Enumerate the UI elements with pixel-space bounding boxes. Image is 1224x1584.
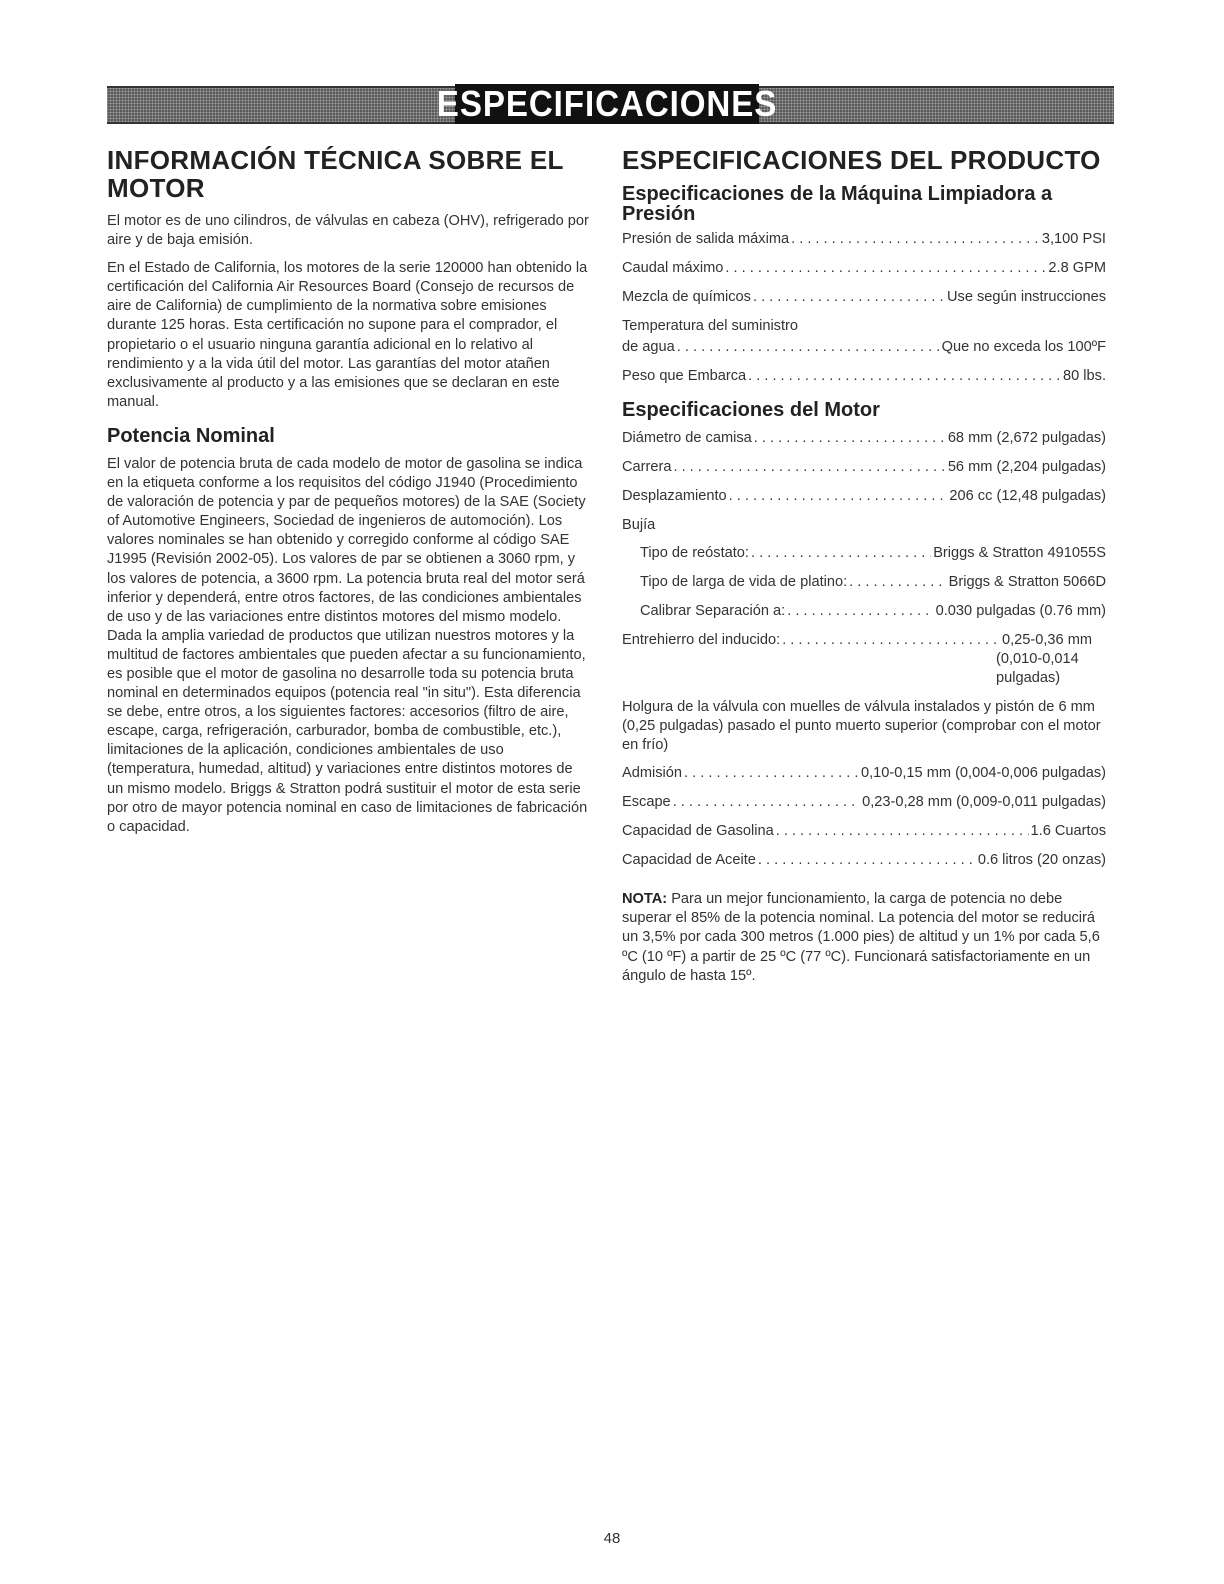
spec-row: de agua . . . Que no exceda los 100ºF	[622, 338, 1106, 357]
spec-row: Desplazamiento . . . 206 cc (12,48 pulgadas)	[622, 487, 1106, 506]
spec-row: Capacidad de Gasolina . . . 1.6 Cuartos	[622, 822, 1106, 841]
water-temp-label: Temperatura del suministro	[622, 318, 799, 334]
product-specs-heading: ESPECIFICACIONES DEL PRODUCTO	[622, 145, 1101, 175]
spec-row: Tipo de larga de vida de platino: . . . Briggs & Stratton 5066D	[622, 573, 1106, 592]
engine-info-heading: INFORMACIÓN TÉCNICA SOBRE EL MOTOR	[107, 145, 564, 203]
spec-row: Caudal máximo . . . 2.8 GPM	[622, 259, 1106, 278]
spec-row: Calibrar Separación a: . . . 0.030 pulgadas (0.76 mm)	[622, 602, 1106, 621]
power-rating-heading: Potencia Nominal	[107, 424, 275, 447]
spec-row: Presión de salida máxima . . . 3,100 PSI	[622, 230, 1106, 249]
right-column	[622, 146, 1106, 995]
spec-row: Escape . . . 0,23-0,28 mm (0,009-0,011 pulgadas)	[622, 793, 1106, 812]
spark-plug-label: Bujía	[622, 517, 656, 533]
spec-row: Mezcla de químicos . . . Use según instrucciones	[622, 288, 1106, 307]
note-label: NOTA:	[622, 891, 668, 908]
page-number: 48	[603, 1530, 621, 1547]
note-paragraph	[622, 890, 1106, 985]
title-banner	[436, 83, 778, 124]
spec-row: Entrehierro del inducido: . . . 0,25-0,36 mm	[622, 631, 1106, 650]
spec-row: Admisión . . . 0,10-0,15 mm (0,004-0,006 pulgadas)	[622, 764, 1106, 783]
spec-row: Capacidad de Aceite . . . 0.6 litros (20 onzas)	[622, 851, 1106, 870]
machine-specs-heading: Especificaciones de la Máquina Limpiadora a Presión	[622, 183, 1053, 225]
california-certification: En el Estado de California, los motores de la serie 120000 han obtenido la certificación del California Air Resources Board (Consejo de recursos de aire de California) de cumplimiento de la normativa sobre emisiones durante 125 horas. Esta certificación no supone para el comprador, el propietario o el usuario ninguna garantía adicional en lo relativo al rendimiento y a la vida útil del motor. Las garantías del motor atañen exclusivamente al producto y a las emisiones que se declaran en este manual.	[107, 260, 588, 410]
note-text: Para un mejor funcionamiento, la carga de potencia no debe superar el 85% de la potencia nominal. La potencia del motor se reducirá un 3,5% por cada 300 metros (1.000 pies) de altitud y un 1% por cada 5,6 ºC (10 ºF) a partir de 25 ºC (77 ºC). Funcionará satisfactoriamente en un ángulo de hasta 15º.	[622, 891, 1100, 984]
power-rating-text: El valor de potencia bruta de cada modelo de motor de gasolina se indica en la etiqueta conforme a los requisitos del código J1940 (Procedimiento de valoración de potencia y par de pequeños motores) de la SAE (Society of Automotive Engineers, Sociedad de ingenieros de automoción). Los valores nominales se han obtenido y corregido conforme al código SAE J1995 (Revisión 2002-05). Los valores de par se obtienen a 3060 rpm, y los valores de potencia, a 3600 rpm. La potencia bruta real del motor será inferior y dependerá, entre otros factores, de las condiciones ambientales de uso y de las variaciones entre distintos motores del mismo modelo. Dada la amplia variedad de productos que utilizan nuestros motores y la multitud de factores ambientales que pueden afectar a su funcionamiento, es posible que el motor de gasolina no desarrolle toda su potencia bruta nominal en determinados equipos (potencia real "in situ"). Esta diferencia se debe, entre otros, a los siguientes factores: accesorios (filtro de aire, escape, carga, refrigeración, carburador, bomba de combustible, etc.), limitaciones de la aplicación, condiciones ambientales de uso (temperatura, humedad, altitud) y variaciones entre distintos motores de un mismo modelo. Briggs & Stratton podrá sustituir el motor de esta serie por otro de mayor potencia nominal en caso de limitaciones de fabricación o capacidad.	[107, 455, 588, 835]
left-column	[107, 146, 592, 846]
spec-row: Carrera . . . 56 mm (2,204 pulgadas)	[622, 458, 1106, 477]
spec-value-continued: (0,010-0,014 pulgadas)	[996, 651, 1079, 686]
engine-description: El motor es de uno cilindros, de válvulas en cabeza (OHV), refrigerado por aire y de baja emisión.	[107, 213, 589, 249]
spec-row: Peso que Embarca . . . 80 lbs.	[622, 367, 1106, 386]
page-title: ESPECIFICACIONES	[436, 83, 778, 124]
valve-clearance-text: Holgura de la válvula con muelles de válvula instalados y pistón de 6 mm (0,25 pulgadas) pasado el punto muerto superior (comprobar con el motor en frío)	[622, 699, 1101, 754]
spec-row: Diámetro de camisa . . . 68 mm (2,672 pulgadas)	[622, 429, 1106, 448]
motor-specs-heading: Especificaciones del Motor	[622, 399, 880, 421]
spec-row: Tipo de reóstato: . . . Briggs & Stratton 491055S	[622, 544, 1106, 563]
